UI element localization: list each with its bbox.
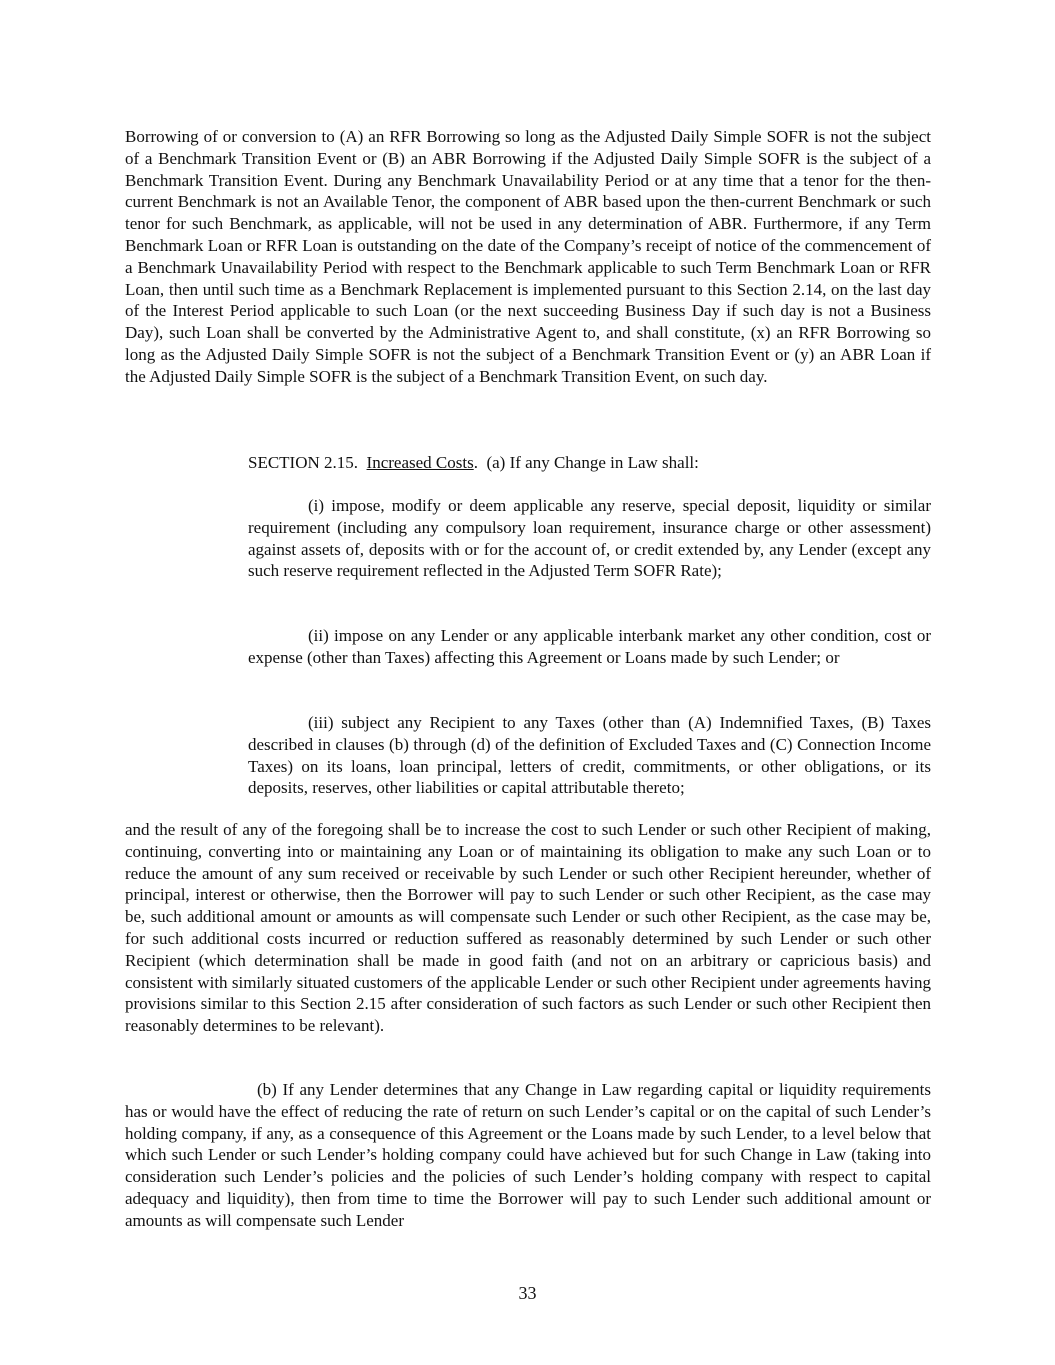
clause-i: (i) impose, modify or deem applicable any reserve, special deposit, liquidity or similar requirement (including any compulsory loan requirement, insurance charge or other assessment) against assets of, deposits with or for the account of, or credit extended by, any Lender (except any such reserve requirement reflected in the Adjusted Term SOFR Rate); [248, 496, 931, 581]
paragraph-b: (b) If any Lender determines that any Change in Law regarding capital or liquidity requirements has or would have the effect of reducing the rate of return on such Lender’s capital or on the capital of such Lender’s holding company, if any, as a consequence of this Agreement or the Loans made by such Lender, to a level below that which such Lender or such Lender’s holding company could have achieved but for such Change in Law (taking into consideration such Lender’s policies and the policies of such Lender’s holding company with respect to capital adequacy and liquidity), then from time to time the Borrower will pay to such Lender such additional amount or amounts as will compensate such Lender [125, 1080, 931, 1230]
clause-ii: (ii) impose on any Lender or any applicable interbank market any other condition, cost or expense (other than Taxes) affecting this Agreement or Loans made by such Lender; or [248, 626, 931, 667]
result-paragraph: and the result of any of the foregoing shall be to increase the cost to such Lender or such other Recipient of making, continuing, converting into or maintaining any Loan or of maintaining its obligation to make any such Loan or to reduce the amount of any sum received or receivable by such Lender or such other Recipient hereunder, whether of principal, interest or otherwise, then the Borrower will pay to such Lender or such other Recipient, as the case may be, such additional amount or amounts as will compensate such Lender or such other Recipient, as the case may be, for such additional costs incurred or reduction suffered as reasonably determined by such Lender or such other Recipient (which determination shall be made in good faith (and not on an arbitrary or capricious basis) and consistent with similarly situated customers of the applicable Lender or such other Recipient under agreements having provisions similar to this Section 2.15 after consideration of such factors as such Lender or such other Recipient then reasonably determines to be relevant). [125, 820, 931, 1036]
clause-iii: (iii) subject any Recipient to any Taxes (other than (A) Indemnified Taxes, (B) Taxes described in clauses (b) through (d) of the definition of Excluded Taxes and (C) Connection Income Taxes) on its loans, loan principal, letters of credit, commitments, or other obligations, or its deposits, reserves, other liabilities or capital attributable thereto; [248, 713, 931, 798]
section-number: SECTION 2.15. [248, 453, 359, 472]
continuation-paragraph: Borrowing of or conversion to (A) an RFR Borrowing so long as the Adjusted Daily Simple SOFR is not the subject of a Benchmark Transition Event or (B) an ABR Borrowing if the Adjusted Daily Simple SOFR is the subject of a Benchmark Transition Event. During any Benchmark Unavailability Period or at any time that a tenor for the then-current Benchmark is not an Available Tenor, the component of ABR based upon the then-current Benchmark or such tenor for such Benchmark, as applicable, will not be used in any determination of ABR. Furthermore, if any Term Benchmark Loan or RFR Loan is outstanding on the date of the Company’s receipt of notice of the commencement of a Benchmark Unavailability Period with respect to the Benchmark applicable to such Term Benchmark Loan or RFR Loan, then until such time as a Benchmark Replacement is implemented pursuant to this Section 2.14, on the last day of the Interest Period applicable to such Loan (or the next succeeding Business Day if such day is not a Business Day), such Loan shall be converted by the Administrative Agent to, and shall constitute, (x) an RFR Borrowing so long as the Adjusted Daily Simple SOFR is not the subject of a Benchmark Transition Event or (y) an ABR Loan if the Adjusted Daily Simple SOFR is the subject of a Benchmark Transition Event, on such day. [125, 127, 931, 386]
page-number: 33 [518, 1283, 537, 1303]
section-intro: (a) If any Change in Law shall: [486, 453, 699, 472]
section-heading [248, 452, 931, 474]
section-title: Increased Costs [366, 453, 474, 472]
section-title-suffix: . [473, 453, 478, 472]
